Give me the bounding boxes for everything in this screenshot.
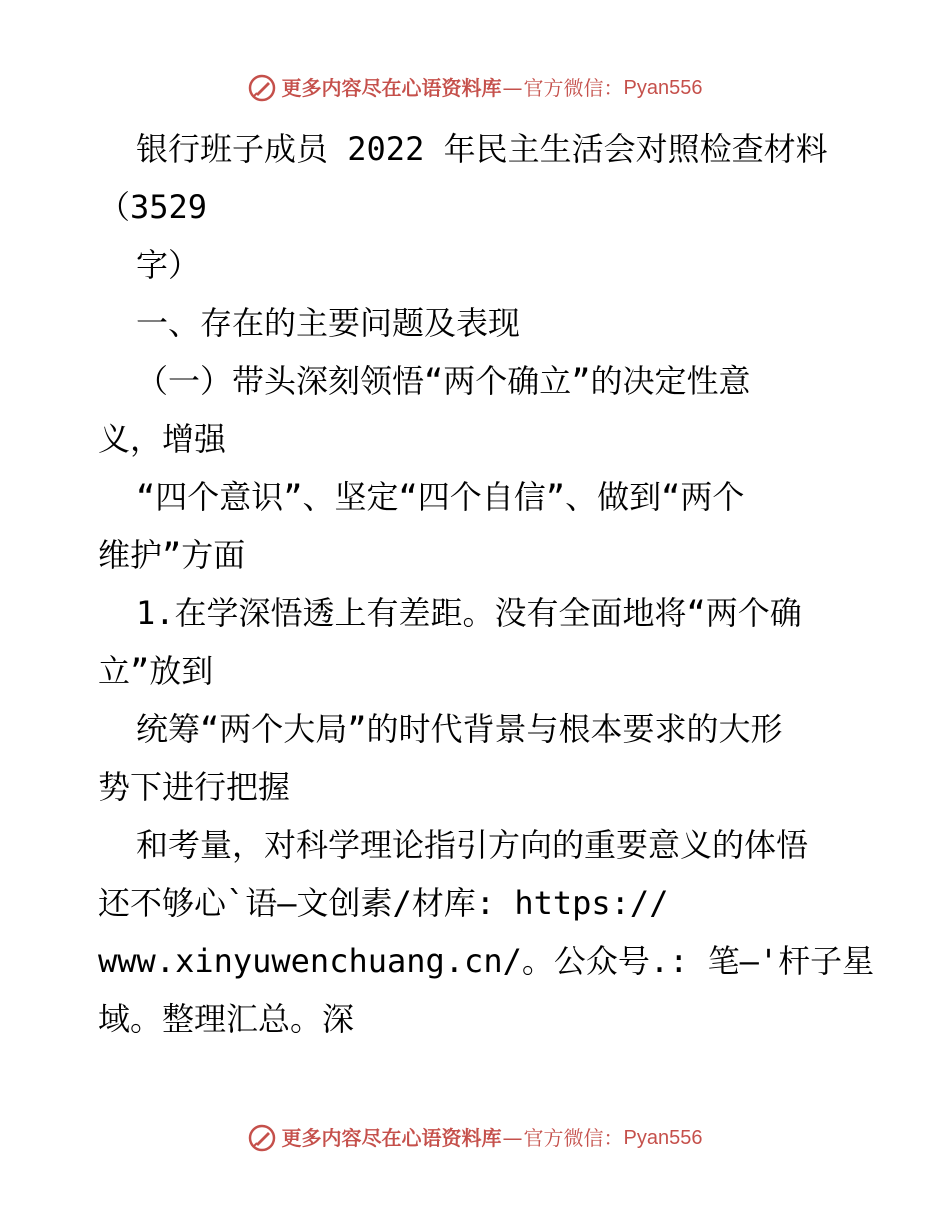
quill-logo-icon <box>248 1124 276 1152</box>
paragraph-line: 统筹“两个大局”的时代背景与根本要求的大形 <box>136 710 783 748</box>
watermark-site-text: 更多内容尽在心语资料库 <box>281 76 502 100</box>
watermark-wechat-account: Pyan556 <box>623 77 703 99</box>
watermark-wechat-label: 官方微信： <box>523 1126 624 1150</box>
paragraph-line: 还不够心`语—文创素/材库: https:// <box>98 884 669 922</box>
document-body <box>98 120 875 1048</box>
watermark-footer <box>0 1124 950 1152</box>
subsection-heading-line-1: （一）带头深刻领悟“两个确立”的决定性意 <box>136 362 751 400</box>
document-title-line-1: 银行班子成员 2022 年民主生活会对照检查材料 <box>136 130 828 168</box>
subsection-heading-line-4: 维护”方面 <box>98 536 246 574</box>
subsection-heading-line-2: 义，增强 <box>98 420 227 458</box>
document-title-line-3: 字） <box>136 246 201 284</box>
quill-logo-icon <box>248 74 276 102</box>
paragraph-line: 立”放到 <box>98 652 214 690</box>
paragraph-line: 和考量，对科学理论指引方向的重要意义的体悟 <box>136 826 809 864</box>
watermark-dash: — <box>502 76 523 100</box>
paragraph-line: 1.在学深悟透上有差距。没有全面地将“两个确 <box>136 594 802 632</box>
document-title-line-2: （3529 <box>98 188 208 226</box>
paragraph-line: www.xinyuwenchuang.cn/。公众号.: 笔—'杆子星 <box>98 942 875 980</box>
watermark-wechat-label: 官方微信： <box>523 76 624 100</box>
watermark-wechat-account: Pyan556 <box>623 1127 703 1149</box>
subsection-heading-line-3: “四个意识”、坚定“四个自信”、做到“两个 <box>136 478 745 516</box>
watermark-dash: — <box>502 1126 523 1150</box>
paragraph-line: 势下进行把握 <box>98 768 291 806</box>
paragraph-line: 域。整理汇总。深 <box>98 1000 355 1038</box>
watermark-site-text: 更多内容尽在心语资料库 <box>281 1126 502 1150</box>
watermark-header <box>0 74 950 102</box>
section-heading: 一、存在的主要问题及表现 <box>136 304 521 342</box>
